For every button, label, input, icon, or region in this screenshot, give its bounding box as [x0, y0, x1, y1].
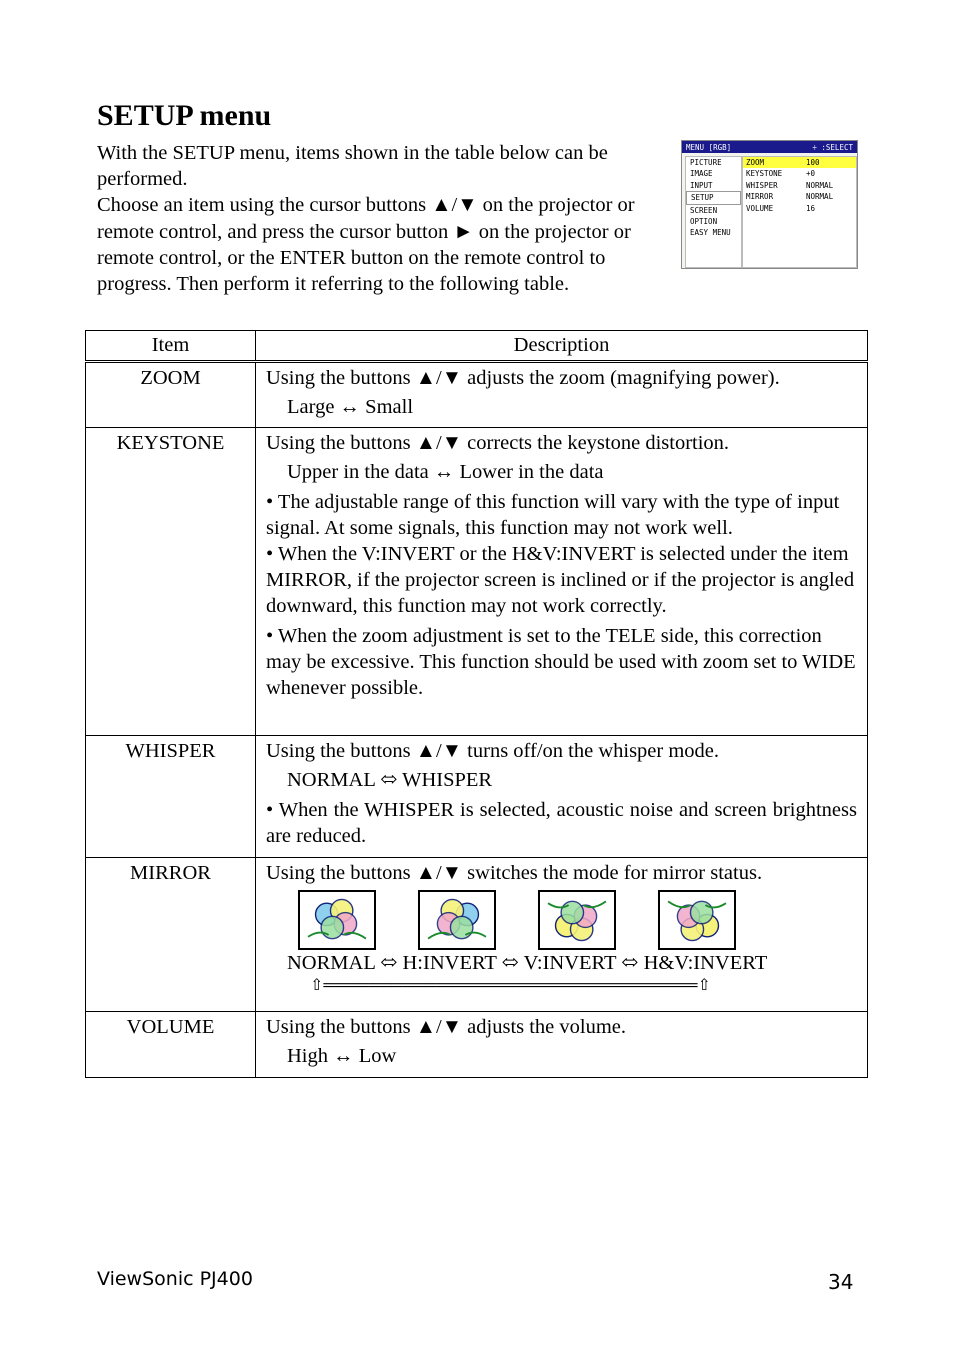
item-whisper: WHISPER [86, 736, 256, 858]
osd-header-title: MENU [RGB] [686, 142, 732, 152]
osd-setting-name: MIRROR [746, 192, 774, 202]
desc-note: • When the V:INVERT or the H&V:INVERT is selected under the item MIRROR, if the projector screen is inclined or if the projector is angled downward, this function may not work correctly. [266, 543, 855, 617]
osd-menu-item: EASY MENU [690, 228, 731, 238]
desc-range: High ↔ Low [287, 1045, 397, 1067]
header-description: Description [256, 331, 868, 362]
osd-setting-row [743, 180, 856, 191]
table-row-mirror [86, 858, 868, 1012]
desc-note: • The adjustable range of this function will vary with the type of input signal. At some signals, this function may not work well. [266, 491, 840, 539]
desc-line: Using the buttons ▲/▼ turns off/on the whisper mode. [266, 740, 720, 762]
osd-setting-value: 100 [806, 158, 820, 167]
osd-settings-list [742, 156, 857, 268]
desc-line: Using the buttons ▲/▼ corrects the keystone distortion. [266, 432, 730, 454]
osd-menu-item: PICTURE [690, 158, 722, 167]
setup-table [85, 330, 868, 1078]
mirror-images [266, 890, 857, 950]
desc-range: NORMAL ⬄ H:INVERT ⬄ V:INVERT ⬄ H&V:INVERT [287, 952, 768, 974]
osd-header [682, 141, 857, 153]
mirror-h-invert-image [418, 890, 496, 950]
osd-menu-item: INPUT [690, 180, 713, 190]
table-row-volume [86, 1012, 868, 1078]
mirror-v-invert-image [538, 890, 616, 950]
table-row-whisper [86, 736, 868, 858]
desc-line: Using the buttons ▲/▼ switches the mode for mirror status. [266, 862, 763, 884]
osd-setting-name: WHISPER [746, 180, 778, 190]
desc-range: Upper in the data ↔ Lower in the data [287, 461, 604, 483]
desc-line: Using the buttons ▲/▼ adjusts the volume. [266, 1016, 627, 1038]
intro-paragraph-2: Choose an item using the cursor buttons ▲/▼ on the projector or remote control, and press the cursor button ► on the projector or remote control, or the ENTER button on the remote control to progress. Then perform it referring to the following table. [97, 194, 635, 296]
footer-product: ViewSonic PJ400 [97, 1268, 253, 1290]
desc-range: NORMAL ⬄ WHISPER [287, 769, 493, 791]
item-keystone: KEYSTONE [86, 428, 256, 736]
desc-mirror [256, 858, 868, 1012]
intro-text [97, 140, 653, 297]
mirror-cycle-arrow: ⇧═════════════════════════════════⇧ [310, 977, 711, 994]
osd-setting-name: ZOOM [746, 158, 765, 167]
header-item: Item [86, 331, 256, 362]
osd-menu-item-active: SETUP [686, 191, 741, 204]
osd-setting-row [743, 191, 856, 202]
table-row-zoom [86, 362, 868, 428]
osd-menu-list [685, 156, 742, 268]
table-row-keystone [86, 428, 868, 736]
desc-note: • When the zoom adjustment is set to the TELE side, this correction may be excessive. This function should be used with zoom set to WIDE whenever possible. [266, 625, 856, 699]
desc-zoom [256, 362, 868, 428]
page-title: SETUP menu [97, 99, 272, 132]
desc-volume [256, 1012, 868, 1078]
osd-setting-row [743, 203, 856, 214]
osd-setting-value: +0 [806, 169, 816, 179]
osd-setting-row [743, 168, 856, 179]
osd-menu-item: IMAGE [690, 169, 713, 179]
desc-range: Large ↔ Small [287, 396, 414, 418]
osd-setting-value: 16 [806, 203, 816, 213]
osd-menu-item: SCREEN [690, 205, 718, 215]
osd-setting-value: NORMAL [806, 192, 834, 202]
table-header-row [86, 331, 868, 362]
desc-note: • When the WHISPER is selected, acoustic noise and screen brightness are reduced. [266, 799, 857, 847]
osd-setting-name: VOLUME [746, 203, 774, 213]
desc-whisper [256, 736, 868, 858]
osd-setting-value: NORMAL [806, 180, 834, 190]
mirror-hv-invert-image [658, 890, 736, 950]
intro-paragraph-1: With the SETUP menu, items shown in the table below can be performed. [97, 142, 608, 191]
osd-setting-name: KEYSTONE [746, 169, 783, 179]
mirror-normal-image [298, 890, 376, 950]
osd-select-hint: ÷ :SELECT [812, 142, 853, 152]
osd-menu-item: OPTION [690, 216, 718, 226]
osd-setting-row [743, 157, 856, 168]
item-mirror: MIRROR [86, 858, 256, 1012]
page-number: 34 [828, 1270, 854, 1294]
item-volume: VOLUME [86, 1012, 256, 1078]
item-zoom: ZOOM [86, 362, 256, 428]
osd-menu-screenshot [681, 140, 858, 269]
desc-keystone [256, 428, 868, 736]
desc-line: Using the buttons ▲/▼ adjusts the zoom (magnifying power). [266, 367, 780, 389]
